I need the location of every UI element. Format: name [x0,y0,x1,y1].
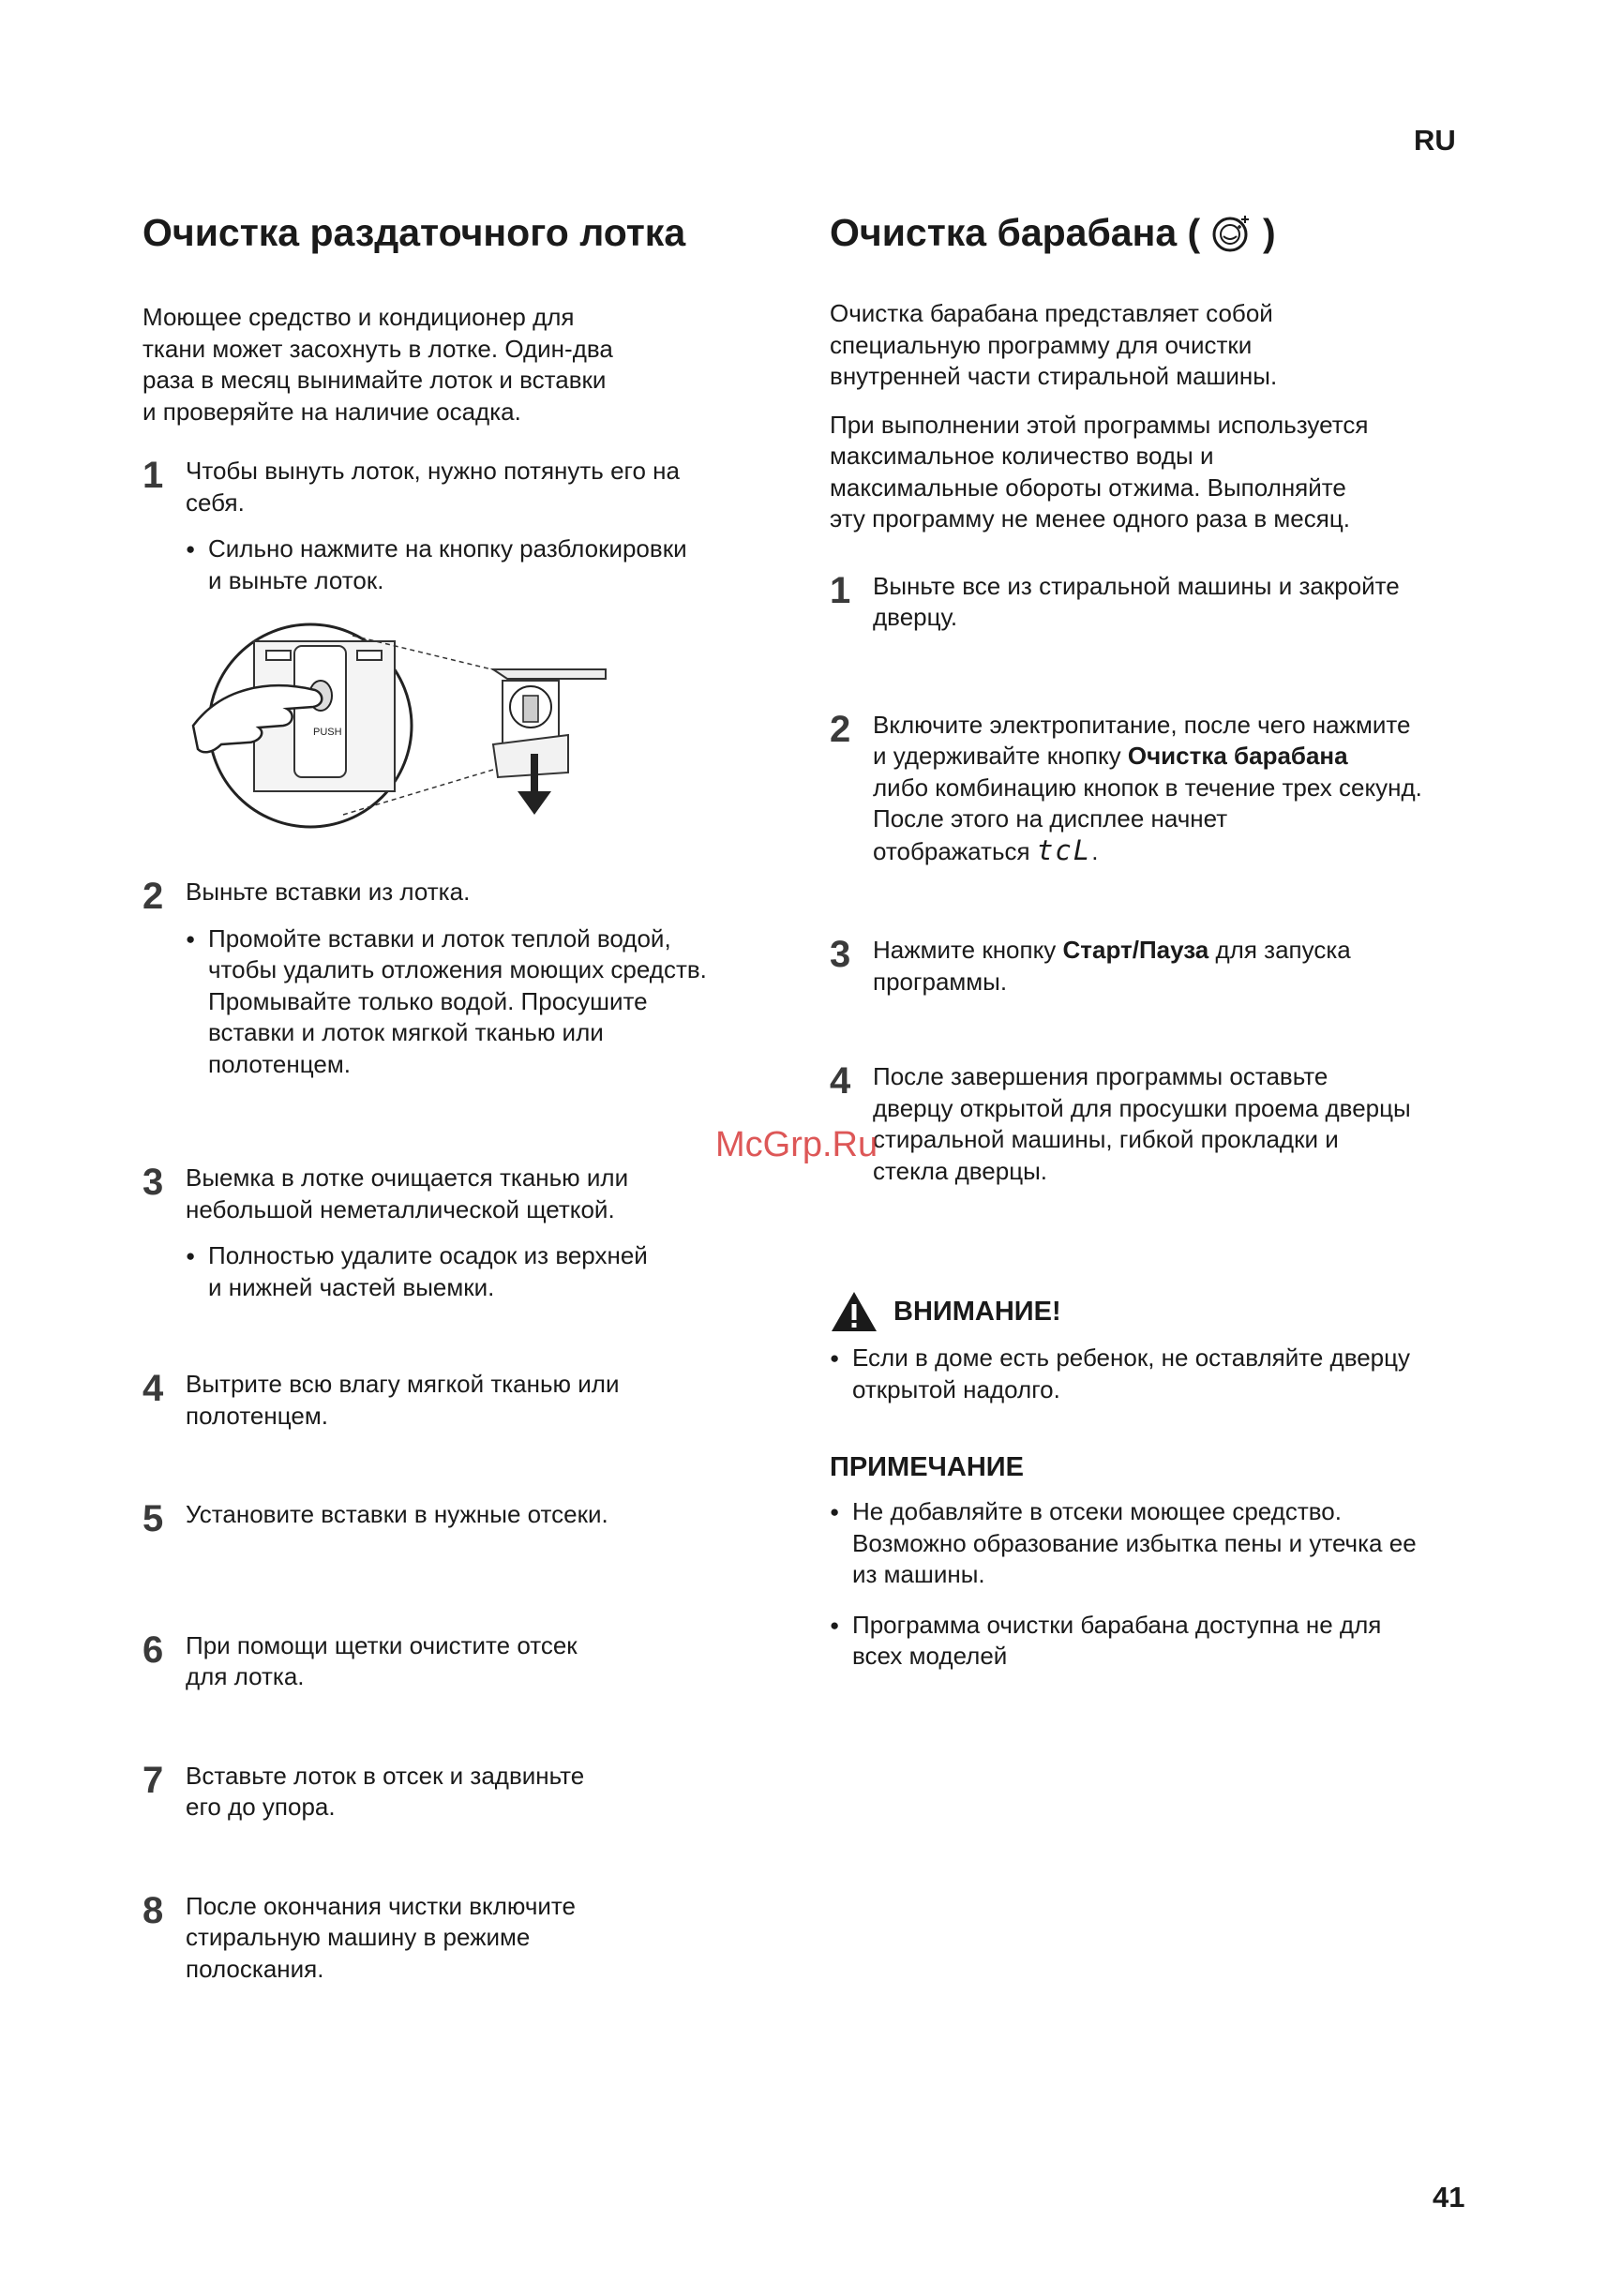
step-number: 1 [830,569,851,611]
step-number: 7 [143,1759,164,1801]
bullet-item: ● Сильно нажмите на кнопку разблокировки и выньте лоток. [186,533,752,596]
push-label: PUSH [313,727,342,739]
tub-clean-intro-1: Очистка барабана представляет собой специальную программу для очистки внутренней части стиральной машины. [830,299,1278,391]
bullet-item: ● Полностью удалите осадок из верхней и нижней частей выемки. [186,1240,752,1303]
section-title-dispenser: Очистка раздаточного лотка [143,211,686,254]
left-column [143,211,752,1985]
tub-clean-step-1: 1 Выньте все из стиральной машины и закройте дверцу. [830,569,1400,632]
dispenser-unlock-illustration [184,623,690,848]
dispenser-step-8: 8 После окончания чистки включите стиральную машину в режиме полоскания. [143,1889,576,1983]
dispenser-step-6: 6 При помощи щетки очистите отсек для лотка. [143,1628,578,1691]
step-number: 2 [143,876,164,918]
start-pause-button-name: Старт/Пауза [1062,936,1209,965]
step-number: 4 [830,1060,851,1103]
step-number: 6 [143,1628,164,1671]
dispenser-step-3: 3 Выемка в лотке очищается тканью или небольшой неметаллической щеткой. ● Полностью удалите осадок из верхней и нижней частей выемки. [143,1163,752,1303]
note-heading: ПРИМЕЧАНИЕ [830,1452,1024,1483]
step-number: 3 [143,1162,164,1204]
language-label: RU [1414,124,1456,157]
warning-icon [830,1290,878,1333]
dispenser-intro: Моющее средство и кондиционер для ткани может засохнуть в лотке. Один-два раза в месяц вынимайте лоток и вставки и проверяйте на наличие осадка. [143,303,613,426]
bullet-item: ● Промойте вставки и лоток теплой водой, чтобы удалить отложения моющих средств. Промывайте только водой. Просушите вставки и лоток мягкой тканью или полотенцем. [186,923,752,1081]
warning-heading: ВНИМАНИЕ! [830,1290,1477,1333]
note-bullet-1: ● Не добавляйте в отсеки моющее средство. Возможно образование избытка пены и утечка ее из машины. [830,1496,1477,1591]
watermark: McGrp.Ru [715,1125,878,1164]
dispenser-step-4: 4 Вытрите всю влагу мягкой тканью или полотенцем. [143,1368,620,1430]
display-code: tcL [1036,833,1092,866]
step-number: 8 [143,1889,164,1931]
step-number: 5 [143,1498,164,1540]
tub-clean-step-4: 4 После завершения программы оставьте дверцу открытой для просушки проема дверцы стиральной машины, гибкой прокладки и стекла дверцы. [830,1060,1411,1185]
tub-clean-intro-2: При выполнении этой программы используется максимальное количество воды и максимальные обороты отжима. Выполняйте эту программу не менее одного раза в месяц. [830,410,1369,533]
dispenser-step-1: 1 Чтобы вынуть лоток, нужно потянуть его на себя. ● Сильно нажмите на кнопку разблокировки и выньте лоток. [143,456,752,596]
tub-clean-button-name: Очистка барабана [1127,742,1348,771]
dispenser-step-7: 7 Вставьте лоток в отсек и задвиньте его до упора. [143,1759,585,1822]
right-column [830,211,1477,1673]
step-number: 1 [143,455,164,497]
warning-bullet: ● Если в доме есть ребенок, не оставляйте дверцу открытой надолго. [830,1343,1477,1405]
step-number: 3 [830,934,851,976]
tub-clean-step-3: 3 Нажмите кнопку Старт/Пауза для запуска программы. [830,934,1351,996]
tub-clean-step-2: 2 Включите электропитание, после чего нажмите и удерживайте кнопку Очистка барабана либо комбинацию кнопок в течение трех секунд. После этого на дисплее начнет отображаться tcL. [830,708,1422,866]
step-number: 2 [830,708,851,750]
page-number: 41 [1433,2181,1465,2213]
dispenser-step-2: 2 Выньте вставки из лотка. ● Промойте вставки и лоток теплой водой, чтобы удалить отложения моющих средств. Промывайте только водой. Просушите вставки и лоток мягкой тканью или полотенцем. [143,877,752,1080]
note-bullet-2: ● Программа очистки барабана доступна не для всех моделей [830,1610,1477,1673]
step-number: 4 [143,1368,164,1410]
dispenser-step-5: 5 Установите вставки в нужные отсеки. [143,1498,608,1540]
tub-clean-icon [1211,212,1253,253]
section-title-tub-clean: Очистка барабана ( ) [830,211,1276,254]
